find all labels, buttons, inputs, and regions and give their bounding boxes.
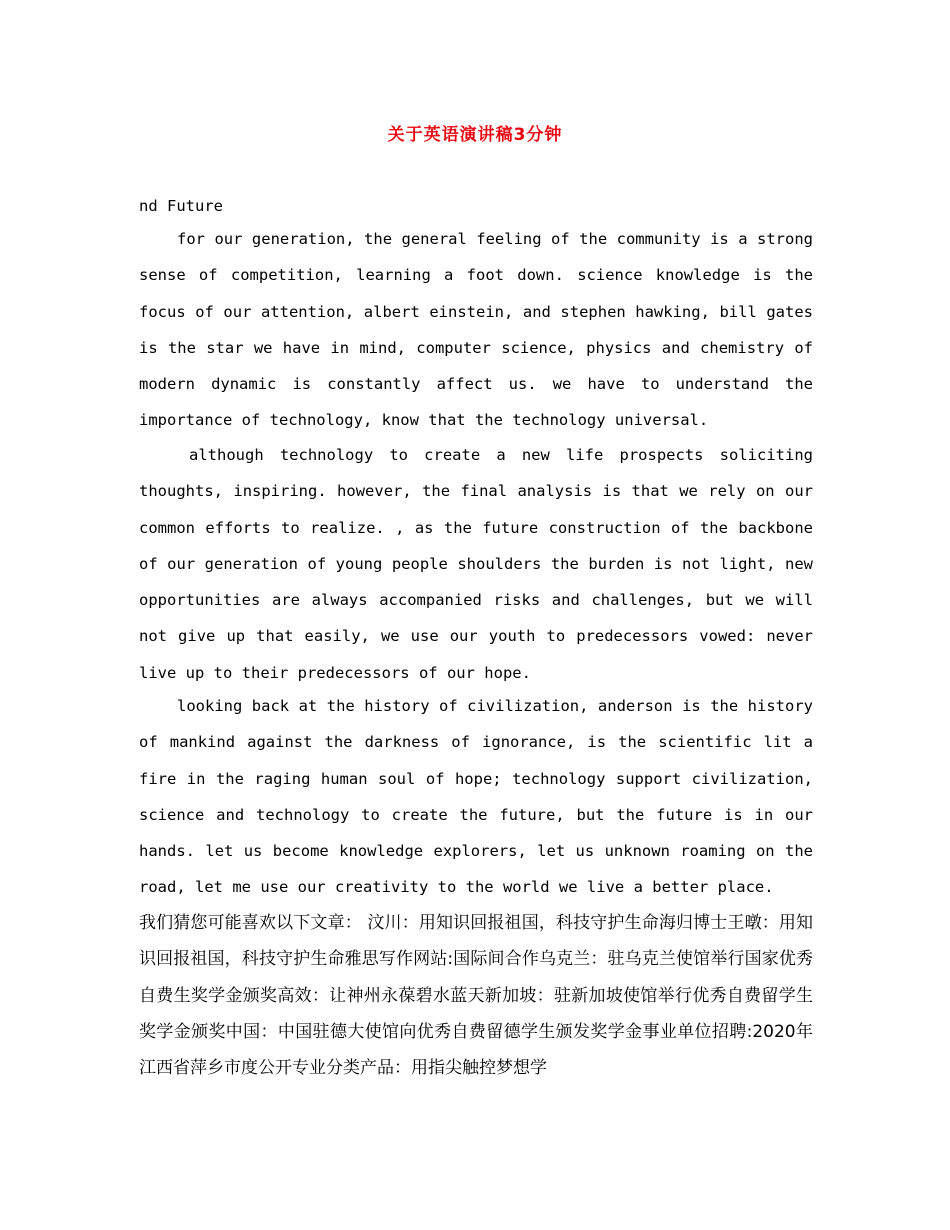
paragraph-2: although technology to create a new life prospects soliciting thoughts, inspiring. however, the final analysis is that we rely on our common efforts to realize. , as the future construction of the backbone of our generation of young people shoulders the burden is not light, new opportunities are always accompanied risks and challenges, but we will not give up that easily, we use our youth to predecessors vowed: never live up to their predecessors of our hope. xyxy=(139,446,813,682)
section-heading: nd Future xyxy=(139,197,223,215)
paragraph-1: for our generation, the general feeling of the community is a strong sense of competition, learning a foot down. science knowledge is the focus of our attention, albert einstein, and stephen hawking, bill gates is the star we have in mind, computer science, physics and chemistry of modern dynamic is constantly affect us. we have to understand the importance of technology, know that the technology universal. xyxy=(139,230,813,430)
paragraph-3: looking back at the history of civilization, anderson is the history of mankind against the darkness of ignorance, is the scientific lit a fire in the raging human soul of hope; technology support civilization, science and technology to create the future, but the future is in our hands. let us become knowledge explorers, let us unknown roaming on the road, let me use our creativity to the world we live a better place. xyxy=(139,697,813,897)
related-articles-text: 我们猜您可能喜欢以下文章： 汶川：用知识回报祖国，科技守护生命海归博士王暾：用知识回报祖国，科技守护生命雅思写作网站:国际间合作乌克兰：驻乌克兰使馆举行国家优秀自费生奖学金颁奖高效：让神州永葆碧水蓝天新加坡：驻新加坡使馆举行优秀自费留学生奖学金颁奖中国：中国驻德大使馆向优秀自费留德学生颁发奖学金事业单位招聘:2020年江西省萍乡市度公开专业分类产品：用指尖触控梦想学 xyxy=(139,913,813,1079)
document-title: 关于英语演讲稿3分钟 xyxy=(387,125,563,145)
